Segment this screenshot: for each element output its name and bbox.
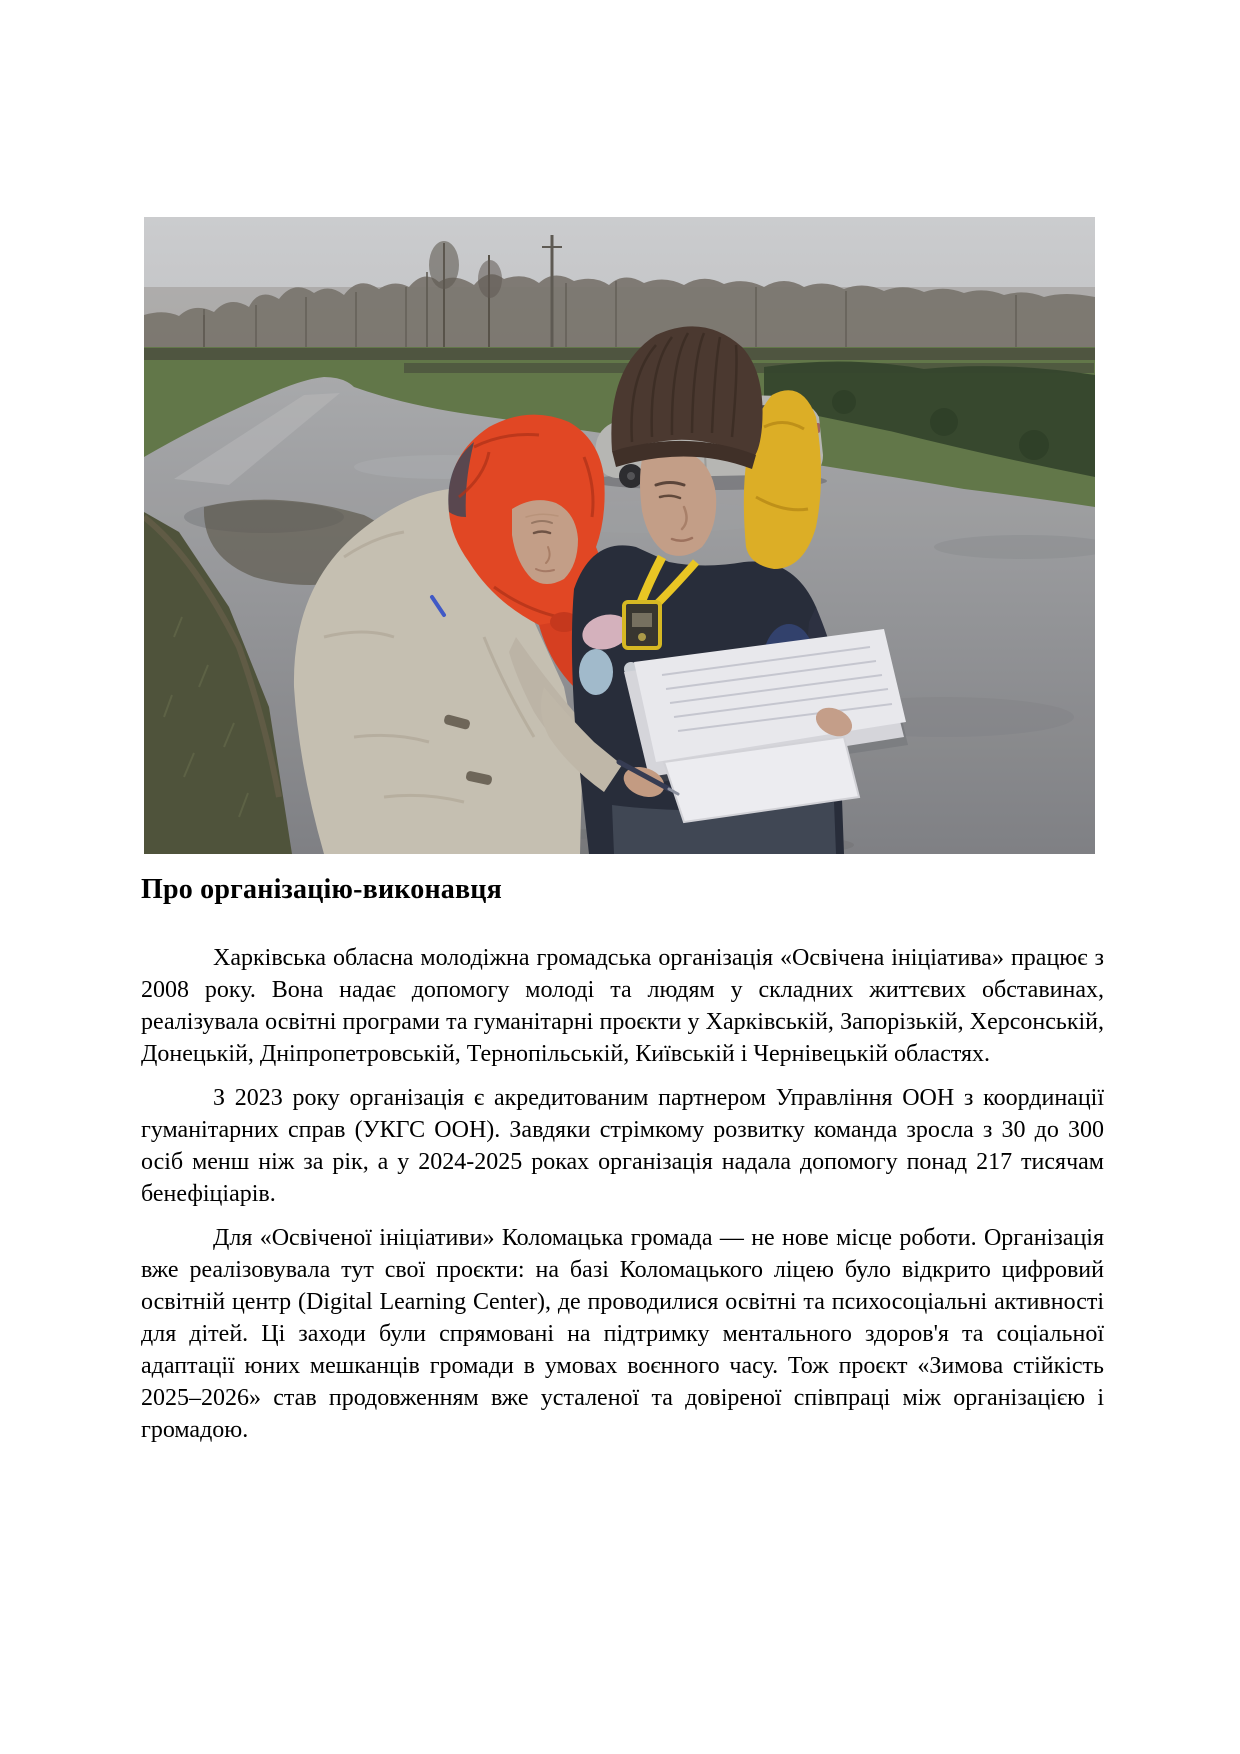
- paragraph-kolomak-project: Для «Освіченої ініціативи» Коломацька громада — не нове місце роботи. Організація вже реалізовувала тут свої проєкти: на базі Коломацького ліцею було відкрито цифровий освітній центр (Digital Learning Center), де проводилися освітні та психосоціальні активності для дітей. Ці заходи були спрямовані на підтримку ментального здоров'я та соціальної адаптації юних мешканців громади в умовах воєнного часу. Тож проєкт «Зимова стійкість 2025–2026» став продовженням вже усталеної та довіреної співпраці між організацією і громадою.: [141, 1225, 1104, 1443]
- paragraph-org-history: Харківська обласна молодіжна громадська організація «Освічена ініціатива» працює з 2008 року. Вона надає допомогу молоді та людям у складних життєвих обставинах, реалізувала освітні програми та гуманітарні проєкти у Харківській, Запорізькій, Херсонській, Донецькій, Дніпропетровській, Тернопільській, Київській і Чернівецькій областях.: [141, 945, 1104, 1067]
- paragraph-un-partner: З 2023 року організація є акредитованим партнером Управління ООН з координації гуманітарних справ (УКГС ООН). Завдяки стрімкому розвитку команда зросла з 30 до 300 осіб менш ніж за рік, а у 2024-2025 роках організація надала допомогу понад 217 тисячам бенефіціарів.: [141, 1085, 1104, 1207]
- field-visit-photo: [144, 217, 1095, 854]
- photo-illustration: [144, 217, 1095, 854]
- section-heading: Про організацію-виконавця: [141, 874, 502, 905]
- document-body: [141, 872, 1104, 1458]
- overcast-wash: [144, 217, 1095, 854]
